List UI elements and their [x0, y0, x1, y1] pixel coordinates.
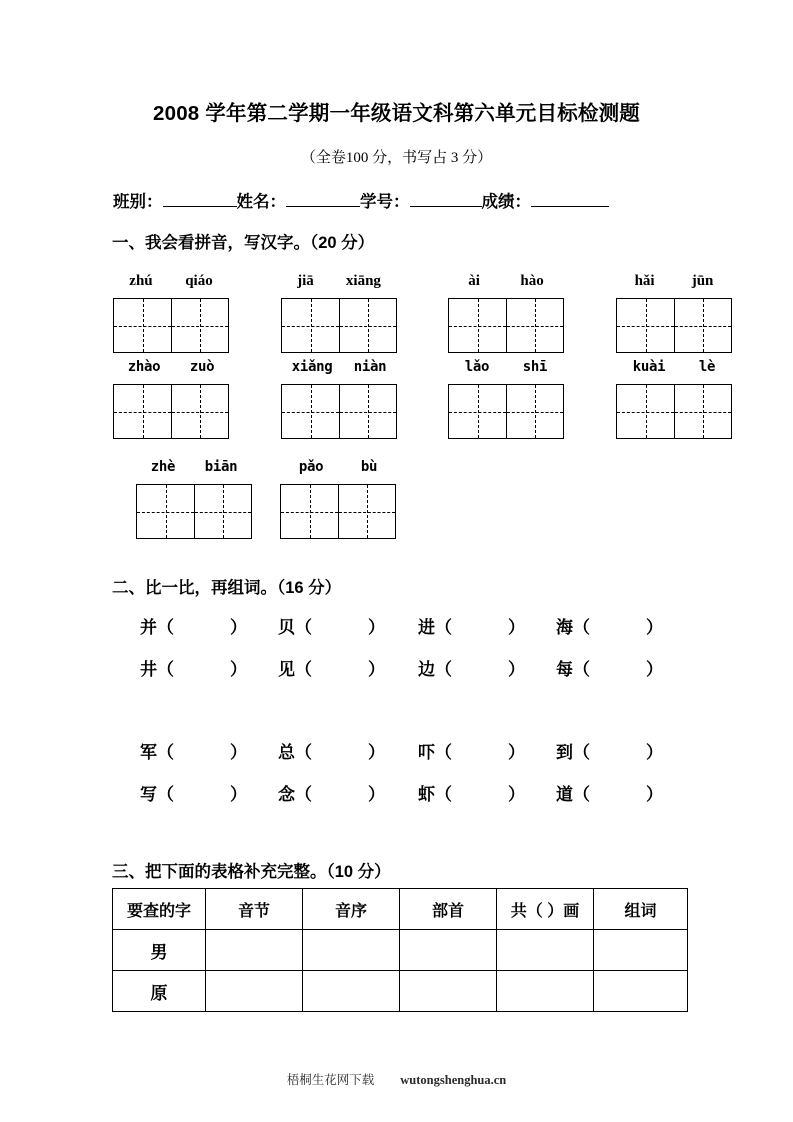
- compare-character: 每: [556, 660, 573, 679]
- tianzige-cell[interactable]: [194, 485, 251, 538]
- paren-open: （: [435, 660, 452, 679]
- class-label: 班别：: [113, 193, 163, 211]
- pinyin-syllable: ài: [468, 273, 480, 289]
- pinyin-syllable: zhè: [150, 459, 176, 475]
- pinyin-text: [616, 358, 732, 376]
- paren-open: （: [435, 785, 452, 804]
- pinyin-syllable: zhú: [129, 273, 153, 289]
- tianzige-grid[interactable]: [616, 384, 732, 439]
- tianzige-cell[interactable]: [506, 385, 563, 438]
- table-cell-answer[interactable]: [303, 971, 400, 1012]
- page-subtitle: （全卷100 分，书写占 3 分）: [300, 150, 493, 166]
- name-blank[interactable]: [286, 191, 360, 207]
- table-column-header: 部首: [400, 889, 497, 930]
- tianzige-grid[interactable]: [281, 298, 397, 353]
- table-column-header: 要查的字: [113, 889, 206, 930]
- tianzige-cell[interactable]: [617, 385, 674, 438]
- compare-character: 并: [140, 618, 157, 637]
- paren-open: （: [157, 660, 174, 679]
- pinyin-text: [280, 458, 396, 476]
- page-title: 2008 学年第二学期一年级语文科第六单元目标检测题: [153, 102, 640, 125]
- tianzige-grid[interactable]: [616, 298, 732, 353]
- paren-close: ）: [646, 660, 663, 679]
- footer: [0, 1070, 793, 1088]
- paren-close: ）: [230, 743, 247, 762]
- tianzige-cell[interactable]: [506, 299, 563, 352]
- tianzige-cell[interactable]: [674, 385, 731, 438]
- pinyin-syllable: qiáo: [185, 273, 213, 289]
- student-info-line: [113, 188, 713, 212]
- section-2-heading: 二、比一比，再组词。（16 分）: [112, 579, 342, 597]
- paren-open: （: [573, 618, 590, 637]
- tianzige-cell[interactable]: [339, 385, 396, 438]
- paren-open: （: [435, 618, 452, 637]
- pinyin-syllable: jūn: [691, 273, 714, 289]
- table-cell-answer[interactable]: [594, 930, 688, 971]
- tianzige-cell[interactable]: [449, 385, 506, 438]
- compare-character: 见: [278, 660, 295, 679]
- pinyin-syllable: niàn: [353, 359, 387, 375]
- paren-open: （: [157, 743, 174, 762]
- score-label: 成绩：: [481, 193, 531, 211]
- compare-word-item: [278, 780, 385, 805]
- tianzige-grid[interactable]: [113, 384, 229, 439]
- paren-open: （: [295, 618, 312, 637]
- tianzige-cell[interactable]: [114, 385, 171, 438]
- pinyin-text: [136, 458, 252, 476]
- tianzige-grid[interactable]: [448, 298, 564, 353]
- paren-close: ）: [368, 618, 385, 637]
- table-cell-answer[interactable]: [206, 930, 303, 971]
- pinyin-text: [281, 272, 397, 290]
- pinyin-syllable: lè: [698, 359, 716, 375]
- paren-close: ）: [508, 785, 525, 804]
- compare-character: 总: [278, 743, 295, 762]
- pinyin-syllable: pǎo: [298, 459, 324, 475]
- name-label: 姓名：: [236, 193, 286, 211]
- section-1-heading: 一、我会看拼音，写汉字。（20 分）: [112, 234, 375, 252]
- pinyin-syllable: shī: [522, 359, 548, 375]
- compare-character: 边: [418, 660, 435, 679]
- tianzige-cell[interactable]: [171, 385, 228, 438]
- class-blank[interactable]: [163, 191, 237, 207]
- compare-character: 虾: [418, 785, 435, 804]
- tianzige-grid[interactable]: [113, 298, 229, 353]
- paren-close: ）: [230, 660, 247, 679]
- table-header-row: [113, 889, 688, 930]
- compare-word-item: [418, 738, 525, 763]
- pinyin-text: [448, 272, 564, 290]
- score-blank[interactable]: [531, 191, 609, 207]
- pinyin-syllable: bù: [360, 459, 378, 475]
- tianzige-grid[interactable]: [136, 484, 252, 539]
- tianzige-cell[interactable]: [171, 299, 228, 352]
- compare-word-item: [140, 738, 247, 763]
- paren-close: ）: [508, 743, 525, 762]
- compare-character: 进: [418, 618, 435, 637]
- paren-close: ）: [230, 618, 247, 637]
- tianzige-cell[interactable]: [449, 299, 506, 352]
- pinyin-text: [448, 358, 564, 376]
- pinyin-syllable: biān: [204, 459, 238, 475]
- compare-character: 井: [140, 660, 157, 679]
- pinyin-syllable: zhào: [127, 359, 161, 375]
- tianzige-cell[interactable]: [339, 299, 396, 352]
- table-column-header: 音节: [206, 889, 303, 930]
- paren-close: ）: [508, 618, 525, 637]
- compare-character: 海: [556, 618, 573, 637]
- paren-open: （: [573, 785, 590, 804]
- paren-close: ）: [646, 743, 663, 762]
- paren-open: （: [435, 743, 452, 762]
- paren-close: ）: [230, 785, 247, 804]
- dictionary-lookup-table: [112, 888, 688, 1012]
- pinyin-syllable: hǎi: [634, 273, 655, 289]
- paren-close: ）: [368, 743, 385, 762]
- compare-word-item: [140, 613, 247, 638]
- compare-character: 军: [140, 743, 157, 762]
- pinyin-text: [281, 358, 397, 376]
- compare-word-item: [418, 655, 525, 680]
- compare-character: 吓: [418, 743, 435, 762]
- pinyin-syllable: xiǎng: [291, 359, 333, 375]
- compare-word-item: [278, 655, 385, 680]
- tianzige-grid[interactable]: [280, 484, 396, 539]
- compare-character: 写: [140, 785, 157, 804]
- compare-word-item: [140, 780, 247, 805]
- tianzige-cell[interactable]: [114, 299, 171, 352]
- table-column-header: 组词: [594, 889, 688, 930]
- paren-close: ）: [368, 785, 385, 804]
- tianzige-grid[interactable]: [281, 384, 397, 439]
- tianzige-cell[interactable]: [282, 299, 339, 352]
- pinyin-text: [113, 272, 229, 290]
- footer-site: wutongshenghua.cn: [400, 1073, 507, 1087]
- compare-word-item: [556, 780, 663, 805]
- tianzige-cell[interactable]: [338, 485, 395, 538]
- pinyin-text: [616, 272, 732, 290]
- paren-open: （: [573, 660, 590, 679]
- compare-word-item: [556, 738, 663, 763]
- compare-word-item: [418, 780, 525, 805]
- table-cell-character: 男: [113, 930, 206, 971]
- tianzige-grid[interactable]: [448, 384, 564, 439]
- table-cell-answer[interactable]: [400, 930, 497, 971]
- footer-label: 梧桐生花网下载: [286, 1073, 375, 1087]
- table-column-header: 共（ ）画: [497, 889, 594, 930]
- compare-word-item: [278, 738, 385, 763]
- paren-close: ）: [646, 618, 663, 637]
- paren-open: （: [295, 785, 312, 804]
- paren-open: （: [295, 743, 312, 762]
- table-cell-character: 原: [113, 971, 206, 1012]
- table-cell-answer[interactable]: [400, 971, 497, 1012]
- table-head: [113, 889, 688, 930]
- pinyin-text: [113, 358, 229, 376]
- compare-word-item: [140, 655, 247, 680]
- paren-close: ）: [368, 660, 385, 679]
- compare-word-item: [278, 613, 385, 638]
- pinyin-syllable: zuò: [189, 359, 215, 375]
- section-3-heading: 三、把下面的表格补充完整。（10 分）: [112, 863, 391, 881]
- table-row: [113, 930, 688, 971]
- pinyin-syllable: xiāng: [345, 273, 381, 289]
- pinyin-syllable: kuài: [632, 359, 666, 375]
- pinyin-syllable: hào: [520, 273, 544, 289]
- table-cell-answer[interactable]: [594, 971, 688, 1012]
- compare-character: 道: [556, 785, 573, 804]
- tianzige-cell[interactable]: [282, 385, 339, 438]
- paren-open: （: [295, 660, 312, 679]
- table-cell-answer[interactable]: [497, 930, 594, 971]
- table-body: [113, 930, 688, 1012]
- table-cell-answer[interactable]: [303, 930, 400, 971]
- student-id-label: 学号：: [360, 193, 410, 211]
- compare-character: 到: [556, 743, 573, 762]
- student-id-blank[interactable]: [410, 191, 482, 207]
- table-cell-answer[interactable]: [497, 971, 594, 1012]
- compare-word-item: [418, 613, 525, 638]
- table-column-header: 音序: [303, 889, 400, 930]
- compare-character: 念: [278, 785, 295, 804]
- pinyin-syllable: jiā: [297, 273, 314, 289]
- compare-character: 贝: [278, 618, 295, 637]
- paren-close: ）: [646, 785, 663, 804]
- pinyin-syllable: lǎo: [464, 359, 490, 375]
- table-row: [113, 971, 688, 1012]
- paren-open: （: [573, 743, 590, 762]
- table-cell-answer[interactable]: [206, 971, 303, 1012]
- compare-word-item: [556, 655, 663, 680]
- paren-close: ）: [508, 660, 525, 679]
- compare-word-item: [556, 613, 663, 638]
- tianzige-cell[interactable]: [137, 485, 194, 538]
- tianzige-cell[interactable]: [674, 299, 731, 352]
- paren-open: （: [157, 618, 174, 637]
- paren-open: （: [157, 785, 174, 804]
- tianzige-cell[interactable]: [281, 485, 338, 538]
- tianzige-cell[interactable]: [617, 299, 674, 352]
